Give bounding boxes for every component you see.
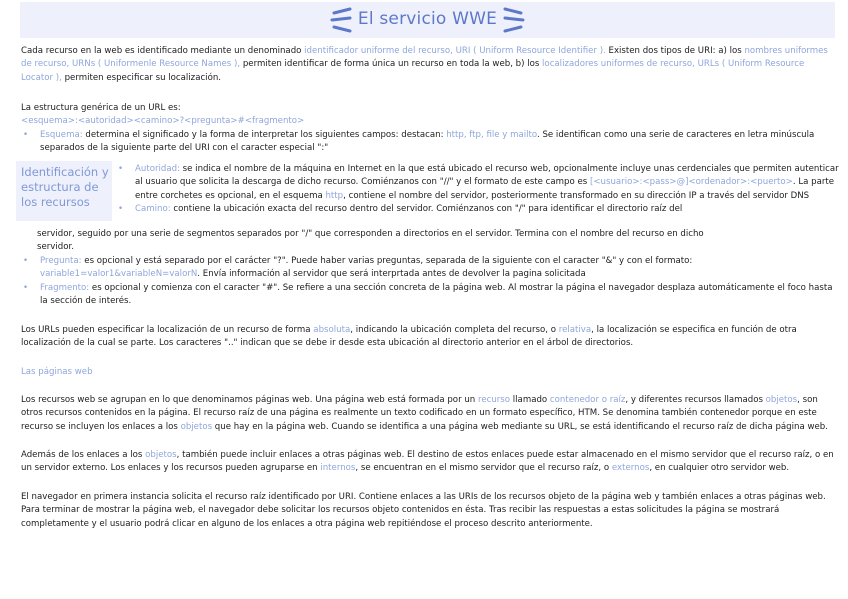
right-decoration-icon (503, 7, 525, 33)
list-item-autoridad: • Autoridad: se indica el nombre de la máquina en Internet en la que está ubicado el recurso web, opcionalmente incluye unas cerdenciales que permiten autenticar al usuario que solicita la descarga de dicho recurso. Comiénzanos con "//" y el formato de este campo es [<usuario>:<pass>@]<ordenador>:<puerto>. La parte entre corchetes es opcional, en el esquema http, contiene el nombre del servidor, posteriormente transformado en su dirección IP a través del servidor DNS (116, 163, 843, 203)
structure-heading: La estructura genérica de un URL es: <esquema>:<autoridad><camino>?<pregunta>#<fragmento> (21, 102, 835, 129)
camino-continuation: servidor, seguido por una serie de segmentos separados por "/" que corresponden a directorios en el servidor. Termina con el nombre del recurso en dicho servidor. (37, 229, 704, 253)
list-item-fragmento: • Fragmento: es opcional y comienza con el caracter "#". Se refiere a una sección concreta de la página web. Al mostrar la página el navegador desplaza automáticamente el foco hasta la sección de interés. (21, 282, 835, 309)
title-banner (20, 2, 835, 38)
pages-paragraph-2: Además de los enlaces a los objetos, también puede incluir enlaces a otras páginas web. El destino de estos enlaces puede estar almacenado en el mismo servidor que el recurso raíz, o en un servidor externo. Los enlaces y los recursos pueden agruparse en internos, se encuentran en el mismo servidor que el recurso raíz, o externos, en cualquier otro servidor web. (21, 450, 834, 474)
urls-paragraph: Los URLs pueden especificar la localización de un recurso de forma absoluta, indicando la ubicación completa del recurso, o relativa, la localización se especifica en función de otra localización de la cual se parte. Los caracteres ".." indican que se debe ir desde esta ubicación al directorio anterior en el árbol de directorios. (21, 325, 797, 349)
intro-paragraph: Cada recurso en la web es identificado mediante un denominado identificador uniforme del recurso, URI ( Uniform Resource Identifier ). Existen dos tipos de URI: a) los nombres uniformes de recurso, URNs ( Uniformenle Resource Names ), permiten identificar de forma única un recurso en toda la web, b) los localizadores uniformes de recurso, URLs ( Uniform Resource Locator ), permiten especificar su localización. (21, 46, 828, 83)
list-item-camino: • Camino: contiene la ubicación exacta del recurso dentro del servidor. Comiénzanos con "/" para identificar el directorio raíz del (116, 203, 843, 216)
pregunta-list (21, 255, 835, 309)
pages-paragraph-3: El navegador en primera instancia solicita el recurso raíz identificado por URI. Contiene enlaces a las URIs de los recursos objeto de la página web y también enlaces a otras páginas web. Para terminar de mostrar la página web, el navegador debe solicitar los recursos objeto contenidos en ésta. Tras recibir las respuestas a estas solicitudes la página se mostrará completamente y el usuario podrá clicar en alguno de los enlaces a otra página web repitiéndose el proceso descrito anteriormente. (21, 492, 826, 529)
pages-heading: Las páginas web (21, 367, 93, 377)
side-note-identificacion: Identificación y estructura de los recursos (16, 161, 112, 221)
url-pattern: <esquema>:<autoridad><camino>?<pregunta>#<fragmento> (21, 116, 305, 127)
list-item-esquema: • Esquema: determina el significado y la forma de interpretar los siguientes campos: destacan: http, ftp, file y mailto. Se identifican como una serie de caracteres en letra minúscula separados de la siguiente parte del URI con el caracter especial ":" (21, 129, 835, 156)
esquema-list (21, 129, 835, 156)
left-decoration-icon (330, 7, 352, 33)
page-title: El servicio WWE (357, 9, 498, 30)
pages-paragraph-1: Los recursos web se agrupan en lo que denominamos páginas web. Una página web está formada por un recurso llamado contenedor o raíz, y diferentes recursos llamados objetos, son otros recursos contenidos en la página. El recurso raíz de una página es realmente un texto codificado en un formato específico, HTM. Se denomina también contenedor porque en este recurso se incluyen los enlaces a los objetos que hay en la página web. Cuando se identifica a una página web mediante su URL, se está identificando el recurso raíz de dicha página web. (21, 395, 828, 432)
list-item-pregunta: • Pregunta: es opcional y está separado por el carácter "?". Puede haber varias preguntas, separada de la siguiente con el caracter "&" y con el formato: variable1=valor1&variableN=valorN. Envía información al servidor que será interprtada antes de devolver la pagina solicitada (21, 255, 835, 282)
autoridad-list (116, 163, 843, 217)
